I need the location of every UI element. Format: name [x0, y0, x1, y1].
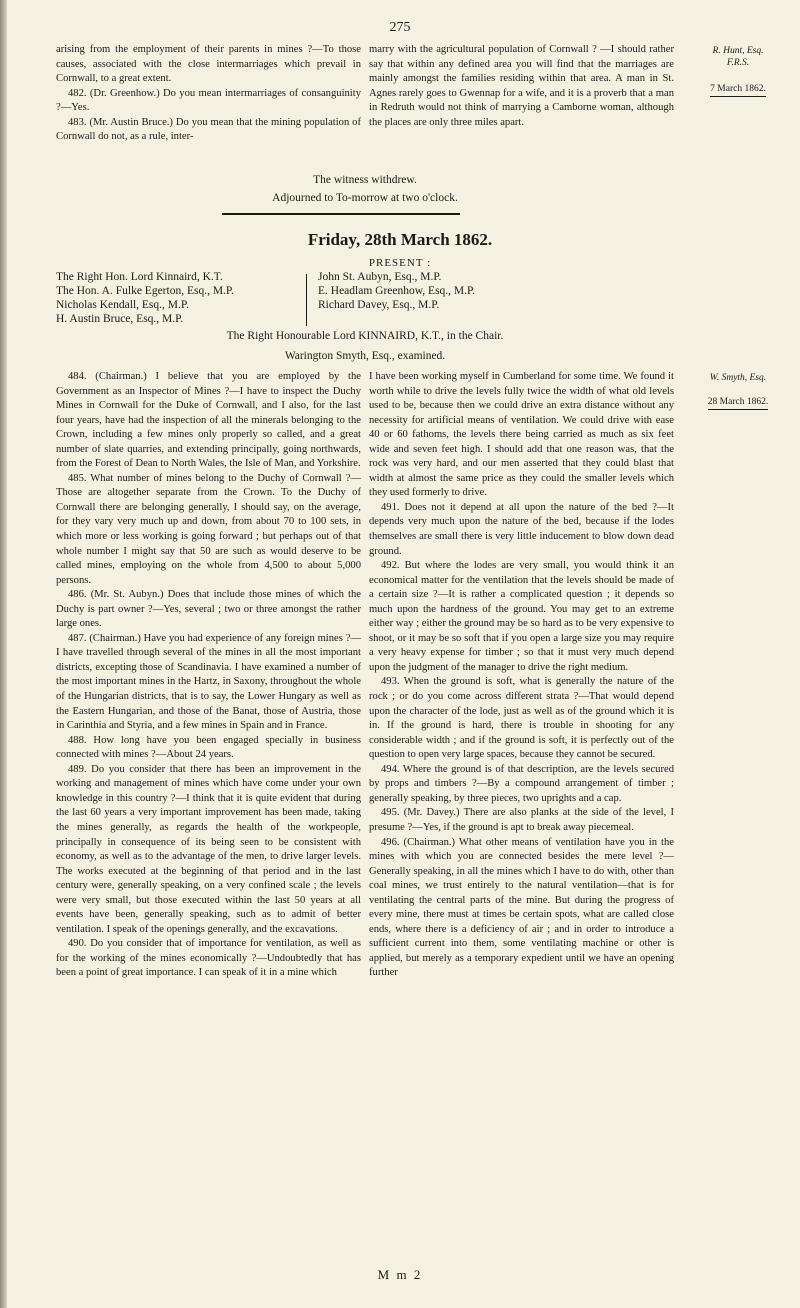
member-egerton: The Hon. A. Fulke Egerton, Esq., M.P. — [56, 285, 234, 297]
members-list-left — [56, 270, 306, 326]
session-date-heading: Friday, 28th March 1862. — [307, 230, 493, 249]
section-divider — [222, 213, 460, 215]
margin-note-date: 7 March 1862. — [710, 83, 766, 97]
witness-withdrew-line: The witness withdrew. — [313, 174, 417, 186]
paragraph-493: 493. When the ground is soft, what is generally the nature of the rock ; or do you come across different strata ?—That would depend upon the character of the lode, just as well as of the ground which it is in. If the ground is hard, there is trouble in shooting for any considerable width ; and if the ground is soft, it is perfectly out of the question to open very large spaces, because they cannot be secured. — [369, 676, 674, 761]
paragraph-496: 496. (Chairman.) What other means of ventilation have you in the mines with which you are connected besides the mere level ?—Generally speaking, in all the mines which I have to do with, other than coal mines, we trust entirely to the natural ventilation—that is for ventilating the central parts of the mine. But during the progress of every mine, there must at times be certain spots, what are called close ends, where there is a deficiency of air ; and in order to introduce a sufficient current into them, some ventilating machine or other is applied, but merely as a temporary expedient until we have an opening further — [369, 836, 674, 979]
margin-note-title: F.R.S. — [726, 58, 750, 68]
paragraph-484: 484. (Chairman.) I believe that you are employed by the Government as an Inspector of Mines ?—I have to inspect the Duchy Mines in Cornwall for the Duke of Cornwall, and I also, for the last four years, have had the inspection of all the minerals belonging to the Crown, including a few mines only properly so called, and a great number of slate quarries, and extending principally, going northwards, from the Forest of Dean to North Wales, the Isle of Man, and Yorkshire. — [56, 371, 361, 470]
member-st-aubyn: John St. Aubyn, Esq., M.P. — [318, 271, 442, 283]
paragraph: arising from the employment of their parents in mines ?—To those causes, associated with the close intermarriages which prevail in Cornwall, to a great extent. — [56, 44, 361, 85]
paragraph-488: 488. How long have you been engaged specially in business connected with mines ?—About 24 years. — [56, 734, 361, 761]
examined-line: Warington Smyth, Esq., examined. — [284, 350, 446, 362]
paragraph-492: 492. But where the lodes are very small, you would think it an economical matter for the ventilation that the levels should be made of a certain size ?—It is rather a complicated question ; it depends so much upon the hardness of the ground. You may get to an extreme either way ; either the ground may be so hard as to be very expensive to shoot, or it may be so soft that if you open a large size you may require a very heavy expense for timber ; so that it must very much depend upon the judgment of the manager to drive the right medium. — [369, 560, 674, 673]
paragraph: 482. (Dr. Greenhow.) Do you mean intermarriages of consanguinity ?—Yes. — [56, 87, 361, 114]
paragraph-489: 489. Do you consider that there has been an improvement in the working and management of mines which have come under your own knowledge in this country ?—I think that it is quite evident that during the last 60 years a very important improvement has been made, taking the mines generally, as regards the health of the workpeople, principally in consequence of its being seen to be consistent with economy, as well as to the advantage of the men, to drive larger levels. The works executed at the beginning of that period and in the last century were, generally speaking, on a very confined scale ; the levels were very small, but those executed within the last 50 years at all events have been, generally speaking, such as to admit of better ventilation. I speak of the openings generally, and the excavations. — [56, 763, 361, 935]
member-kendall: Nicholas Kendall, Esq., M.P. — [56, 299, 189, 311]
member-greenhow: E. Headlam Greenhow, Esq., M.P. — [318, 285, 476, 297]
members-divider — [306, 274, 307, 326]
paragraph: 483. (Mr. Austin Bruce.) Do you mean that the mining population of Cornwall do not, as a rule, inter- — [56, 116, 361, 143]
paragraph-491: 491. Does not it depend at all upon the nature of the bed ?—It depends very much upon the nature of the bed, because if the lodes themselves are small there is very little inducement to blow down dead ground. — [369, 501, 674, 557]
page-number: 275 — [389, 20, 411, 35]
top-right-column — [369, 43, 674, 130]
member-davey: Richard Davey, Esq., M.P. — [318, 299, 440, 311]
paragraph-490: 490. Do you consider that of importance for ventilation, as well as for the working of the mines economically ?—Undoubtedly that has been a point of great importance. I can speak of it in a mine which — [56, 938, 361, 979]
chair-line: The Right Honourable Lord KINNAIRD, K.T., in the Chair. — [226, 330, 504, 342]
paragraph-485: 485. What number of mines belong to the Duchy of Cornwall ?—Those are altogether separate from the Crown. To the Duchy of Cornwall there are belonging generally, I should say, on the average, for they vary very much up and down, from about 70 to 100 sets, in which more or less working is going forward ; but perhaps out of that whole number I might say that 50 are such as would deserve to be called mines, employing on the whole from 4,500 to about 5,000 persons. — [56, 472, 361, 586]
page-binding-edge — [0, 0, 7, 1308]
adjourned-line: Adjourned to To-morrow at two o'clock. — [272, 192, 458, 204]
margin-note-witness-smyth — [680, 372, 796, 410]
paragraph-487: 487. (Chairman.) Have you had experience of any foreign mines ?—I have travelled through several of the mines in all the most important districts, excepting those of Scandinavia. I have examined a number of the most important mines in the Hartz, in Saxony, throughout the whole of the Hungarian districts, that is to say, the Lower Hungary as well as the Eastern Hungarian, and those of the Banat, those of Austria, those in Carinthia and Styria, and a few mines in Spain and in France. — [56, 632, 361, 732]
paragraph-490-continued: I have been working myself in Cumberland for some time. We found it worth while to drive the levels fully twice the width of what old levels used to be, because then we could drive an extra distance without any necessity for artificial means of ventilation. We could drive with ease 40 or 60 fathoms, the levels there being carried as much as six feet wide and seven feet high. I should add that one reason was, that the rock was very hard, and our men asserted that they could blast that width at almost the same price as they could the smaller levels which they used formerly to drive. — [369, 371, 674, 499]
signature-mark: M m 2 — [377, 1267, 423, 1282]
margin-note-witness-hunt — [680, 45, 796, 97]
member-kinnaird: The Right Hon. Lord Kinnaird, K.T. — [56, 271, 223, 283]
members-list-right — [318, 270, 648, 312]
present-label: PRESENT : — [368, 257, 432, 269]
paragraph: marry with the agricultural population of Cornwall ? —I should rather say that within any defined area you will find that the marriages are mainly amongst the families residing within that area. A man in St. Agnes rarely goes to Gwennap for a wife, and it is a proverb that a man in Redruth would not think of marrying a Camborne woman, although the places are only three miles apart. — [369, 44, 674, 128]
top-left-column — [56, 43, 361, 145]
paragraph-495: 495. (Mr. Davey.) There are also planks at the side of the level, I presume ?—Yes, if the ground is apt to break away piecemeal. — [369, 807, 674, 833]
margin-note-name: W. Smyth, Esq. — [709, 373, 767, 383]
member-bruce: H. Austin Bruce, Esq., M.P. — [56, 313, 184, 325]
paragraph-486: 486. (Mr. St. Aubyn.) Does that include those mines of which the Duchy is part owner ?—Yes, several ; two or three amongst the rather large ones. — [56, 589, 361, 630]
margin-note-name: R. Hunt, Esq. — [712, 46, 764, 56]
paragraph-494: 494. Where the ground is of that description, are the levels secured by props and timbers ?—By a compound arrangement of timber ; generally speaking, by three pieces, two uprights and a cap. — [369, 763, 674, 804]
main-left-column — [56, 370, 361, 981]
main-right-column — [369, 370, 674, 981]
margin-note-date: 28 March 1862. — [708, 396, 768, 410]
